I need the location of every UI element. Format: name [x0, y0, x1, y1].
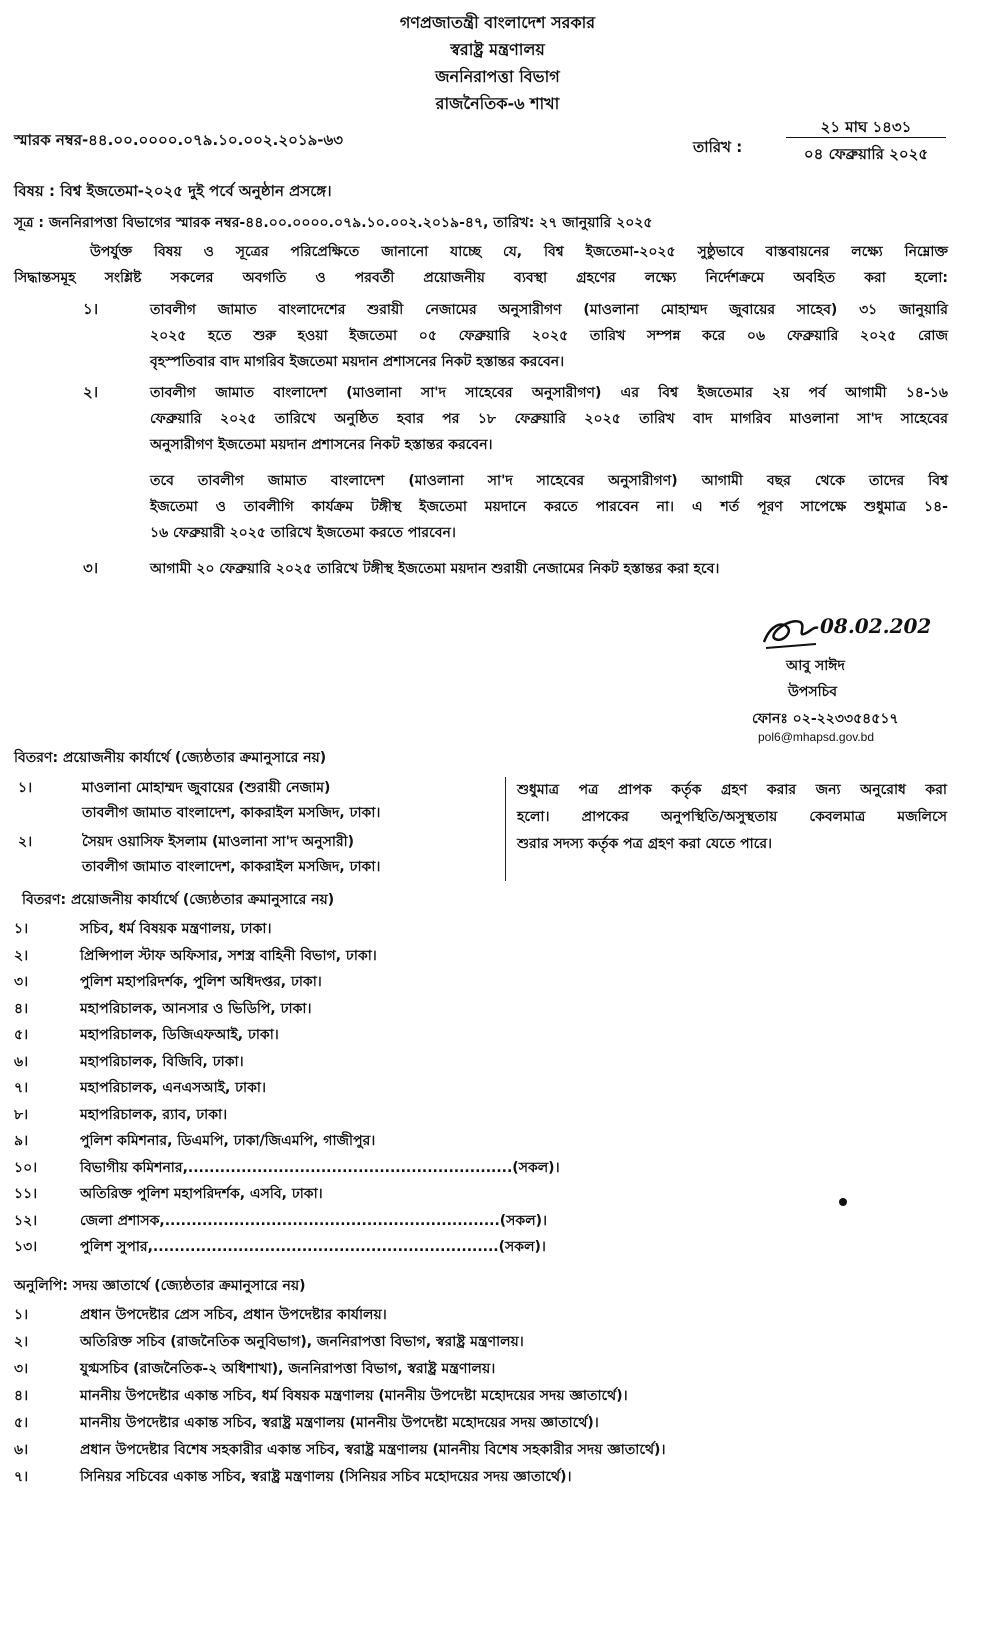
signatory-designation: উপসচিব: [788, 684, 838, 700]
ministry-name: স্বরাষ্ট্র মন্ত্রণালয়: [450, 40, 545, 59]
memo-number: স্মারক নম্বর-৪৪.০০.০০০০.০৭৯.১০.০০২.২০১৯-৬৩: [14, 131, 344, 149]
copies-item-number: ২।: [14, 1334, 29, 1350]
distribution-2-item-number: ১২।: [14, 1212, 38, 1229]
distribution-2-item-text: প্রিন্সিপাল স্টাফ অফিসার, সশস্ত্র বাহিনী বিভাগ, ঢাকা।: [80, 947, 377, 964]
division-name: জননিরাপত্তা বিভাগ: [435, 67, 560, 86]
point-1-line-1: তাবলীগ জামাত বাংলাদেশের শুরায়ী নেজামের অনুসারীগণ (মাওলানা মোহাম্মদ জুবায়ের সাহেব) ৩১ জানুয়ারি: [150, 302, 948, 318]
distribution-1-item-2-number: ২।: [18, 834, 33, 850]
copies-item-number: ৫।: [14, 1415, 29, 1431]
distribution-1-item-2-line-2: তাবলীগ জামাত বাংলাদেশ, কাকরাইল মসজিদ, ঢাকা।: [82, 859, 381, 875]
point-2-extra-line-3: ১৬ ফেব্রুয়ারী ২০২৫ তারিখে ইজতেমা করতে পারবেন।: [150, 525, 456, 541]
distribution-2-item-text: মহাপরিচালক, ডিজিএফআই, ঢাকা।: [80, 1027, 279, 1043]
distribution-2-item-number: ১৩।: [14, 1239, 38, 1255]
signatory-email: pol6@mhapsd.gov.bd: [758, 730, 875, 744]
distribution-2-item-text: মহাপরিচালক, আনসার ও ভিডিপি, ঢাকা।: [80, 1000, 312, 1017]
distribution-2-item-text: মহাপরিচালক, বিজিবি, ঢাকা।: [80, 1053, 244, 1070]
copies-item-text: মাননীয় উপদেষ্টার একান্ত সচিব, ধর্ম বিষয়ক মন্ত্রণালয় (মাননীয় উপদেষ্টা মহোদয়ের সদয় জ্ঞাতার্থে)।: [80, 1388, 628, 1404]
point-1-line-2: ২০২৫ হতে শুরু হওয়া ইজতেমা ০৫ ফেব্রুয়ারি ২০২৫ তারিখ সম্পন্ন করে ০৬ ফেব্রুয়ারি ২০২৫ রোজ: [150, 328, 948, 344]
point-1-line-3: বৃহস্পতিবার বাদ মাগরিব ইজতেমা ময়দান প্রশাসনের নিকট হস্তান্তর করবেন।: [150, 354, 565, 370]
date-bangla: ২১ মাঘ ১৪৩১: [820, 118, 912, 136]
distribution-2-item-number: ৬।: [14, 1053, 29, 1070]
point-3-number: ৩।: [83, 559, 99, 577]
distribution-2-heading: বিতরণ: প্রয়োজনীয় কার্যার্থে (জ্যেষ্ঠতার ক্রমানুসারে নয়): [22, 892, 335, 908]
distribution-2-item-number: ৩।: [14, 974, 29, 990]
subject-line: বিষয় : বিশ্ব ইজতেমা-২০২৫ দুই পর্বে অনুষ্ঠান প্রসঙ্গে।: [14, 182, 332, 200]
note-divider: [505, 777, 506, 881]
copies-item-number: ৩।: [14, 1361, 29, 1377]
copies-item-number: ১।: [14, 1307, 29, 1323]
distribution-note-line-2: হলো। প্রাপকের অনুপস্থিতি/অসুস্থতায় কেবলমাত্র মজলিসে: [517, 809, 947, 825]
distribution-1-item-2-line-1: সৈয়দ ওয়াসিফ ইসলাম (মাওলানা সা'দ অনুসারী): [82, 834, 355, 850]
date-label: তারিখ :: [693, 138, 743, 156]
distribution-2-item-number: ১০।: [14, 1159, 38, 1176]
distribution-2-item-number: ৭।: [14, 1080, 29, 1096]
copies-item-number: ৭।: [14, 1469, 29, 1485]
distribution-2-item-text: মহাপরিচালক, র‍্যাব, ঢাকা।: [80, 1106, 228, 1123]
copies-heading: অনুলিপি: সদয় জ্ঞাতার্থে (জ্যেষ্ঠতার ক্রমানুসারে নয়): [14, 1278, 306, 1294]
copies-item-text: প্রধান উপদেষ্টার বিশেষ সহকারীর একান্ত সচিব, স্বরাষ্ট্র মন্ত্রণালয় (মাননীয় বিশেষ সহকারীর সদয় জ্ঞাতার্থে)।: [80, 1442, 666, 1458]
date-english: ০৪ ফেব্রুয়ারি ২০২৫: [803, 145, 929, 163]
distribution-2-item-text: পুলিশ কমিশনার, ডিএমপি, ঢাকা/জিএমপি, গাজীপুর।: [80, 1133, 376, 1149]
distribution-2-item-number: ১১।: [14, 1186, 38, 1202]
reference-line: সূত্র : জননিরাপত্তা বিভাগের স্মারক নম্বর-৪৪.০০.০০০০.০৭৯.১০.০০২.২০১৯-৪৭, তারিখ: ২৭ জানুয়ারি ২০২৫: [14, 215, 653, 231]
point-2-extra-line-1: তবে তাবলীগ জামাত বাংলাদেশ (মাওলানা সা'দ সাহেবের অনুসারীগণ) আগামী বছর থেকে তাদের বিশ্ব: [150, 473, 948, 489]
distribution-note-line-3: শুরার সদস্য কর্তৃক পত্র গ্রহণ করা যেতে পারে।: [517, 836, 773, 852]
distribution-1-item-1-line-1: মাওলানা মোহাম্মদ জুবায়ের (শুরায়ী নেজাম): [82, 780, 331, 796]
stray-dot: [839, 1198, 847, 1206]
point-2-line-2: ফেব্রুয়ারি ২০২৫ তারিখে অনুষ্ঠিত হবার পর ১৮ ফেব্রুয়ারি ২০২৫ তারিখ বাদ মাগরিব মাওলানা সা'দ সাহেবের: [150, 411, 948, 427]
distribution-2-item-text: বিভাগীয় কমিশনার,.............................................................(সকল)।: [80, 1159, 560, 1176]
distribution-2-item-number: ৪।: [14, 1000, 29, 1017]
distribution-1-item-1-number: ১।: [18, 780, 33, 796]
distribution-2-item-text: পুলিশ মহাপরিদর্শক, পুলিশ অধিদপ্তর, ঢাকা।: [80, 974, 322, 990]
point-3-line-1: আগামী ২০ ফেব্রুয়ারি ২০২৫ তারিখে টঙ্গীস্থ ইজতেমা ময়দান শুরায়ী নেজামের নিকট হস্তান্তর করা হবে।: [150, 561, 720, 577]
copies-item-number: ৬।: [14, 1442, 29, 1458]
point-2-line-1: তাবলীগ জামাত বাংলাদেশ (মাওলানা সা'দ সাহেবের অনুসারীগণ) এর বিশ্ব ইজতেমার ২য় পর্ব আগামী ১৪-১৬: [150, 385, 948, 401]
distribution-1-heading: বিতরণ: প্রয়োজনীয় কার্যার্থে (জ্যেষ্ঠতার ক্রমানুসারে নয়): [14, 750, 327, 766]
signatory-name: আবু সাঈদ: [786, 658, 845, 674]
point-1-number: ১।: [83, 300, 99, 318]
distribution-2-item-number: ৮।: [14, 1106, 29, 1123]
copies-item-text: যুগ্মসচিব (রাজনৈতিক-২ অধিশাখা), জননিরাপত্তা বিভাগ, স্বরাষ্ট্র মন্ত্রণালয়।: [80, 1361, 496, 1377]
copies-item-number: ৪।: [14, 1388, 29, 1404]
copies-item-text: অতিরিক্ত সচিব (রাজনৈতিক অনুবিভাগ), জননিরাপত্তা বিভাগ, স্বরাষ্ট্র মন্ত্রণালয়।: [80, 1334, 524, 1350]
handwritten-date: 08.02.202: [820, 614, 932, 638]
signatory-phone: ফোনঃ ০২-২২৩৩৫৪৫১৭: [752, 711, 899, 727]
point-2-extra-line-2: ইজতেমা ও তাবলীগি কার্যক্রম টঙ্গীস্থ ইজতেমা ময়দানে করতে পারবেন না। এ শর্ত পূরণ সাপেক্ষে শুধুমাত্র ১৪-: [150, 499, 948, 515]
copies-item-text: সিনিয়র সচিবের একান্ত সচিব, স্বরাষ্ট্র মন্ত্রণালয় (সিনিয়র সচিব মহোদয়ের সদয় জ্ঞাতার্থে)।: [80, 1469, 572, 1485]
distribution-2-item-number: ৫।: [14, 1027, 29, 1043]
distribution-2-item-number: ২।: [14, 947, 29, 964]
distribution-2-item-text: পুলিশ সুপার,.................................................................(সকল)।: [80, 1239, 546, 1255]
distribution-2-item-text: মহাপরিচালক, এনএসআই, ঢাকা।: [80, 1080, 266, 1096]
distribution-2-item-number: ১।: [14, 921, 29, 937]
govt-name: গণপ্রজাতন্ত্রী বাংলাদেশ সরকার: [399, 13, 596, 32]
distribution-note-line-1: শুধুমাত্র পত্র প্রাপক কর্তৃক গ্রহণ করার জন্য অনুরোধ করা: [517, 782, 947, 798]
distribution-2-item-text: সচিব, ধর্ম বিষয়ক মন্ত্রণালয়, ঢাকা।: [80, 921, 272, 937]
copies-item-text: প্রধান উপদেষ্টার প্রেস সচিব, প্রধান উপদেষ্টার কার্যালয়।: [80, 1307, 387, 1323]
section-name: রাজনৈতিক-৬ শাখা: [435, 94, 560, 113]
intro-line-2: সিদ্ধান্তসমূহ সংশ্লিষ্ট সকলের অবগতি ও পরবর্তী প্রয়োজনীয় ব্যবস্থা গ্রহণের লক্ষ্যে নির্দেশক্রমে অবহিত করা হলো:: [14, 270, 948, 286]
point-2-number: ২।: [83, 383, 99, 401]
copies-item-text: মাননীয় উপদেষ্টার একান্ত সচিব, স্বরাষ্ট্র মন্ত্রণালয় (মাননীয় উপদেষ্টা মহোদয়ের সদয় জ্ঞাতার্থে)।: [80, 1415, 599, 1431]
date-divider: [786, 137, 946, 138]
distribution-1-item-1-line-2: তাবলীগ জামাত বাংলাদেশ, কাকরাইল মসজিদ, ঢাকা।: [82, 805, 381, 821]
distribution-2-item-number: ৯।: [14, 1133, 29, 1149]
point-2-line-3: অনুসারীগণ ইজতেমা ময়দান প্রশাসনের নিকট হস্তান্তর করবেন।: [150, 437, 493, 453]
distribution-2-item-text: অতিরিক্ত পুলিশ মহাপরিদর্শক, এসবি, ঢাকা।: [80, 1186, 323, 1202]
distribution-2-item-text: জেলা প্রশাসক,...............................................................(সকল)।: [80, 1212, 548, 1229]
signature-mark: [760, 608, 820, 658]
intro-line-1: উপর্যুক্ত বিষয় ও সূত্রের পরিপ্রেক্ষিতে জানানো যাচ্ছে যে, বিশ্ব ইজতেমা-২০২৫ সুষ্ঠুভাবে বাস্তবায়নের লক্ষ্যে নিম্নোক্ত: [90, 244, 948, 260]
